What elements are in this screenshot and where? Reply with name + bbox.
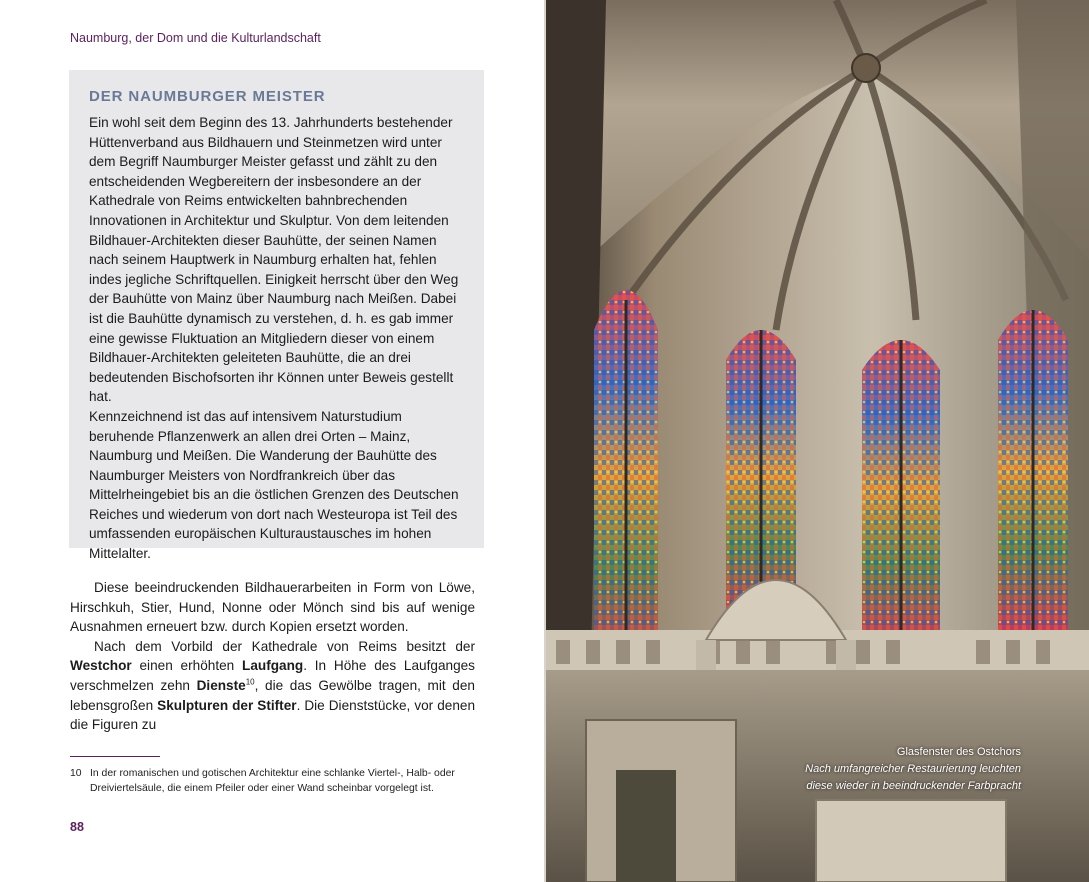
body-text <box>70 578 475 735</box>
text-run: . In Höhe des Laufganges verschmelzen zehn <box>70 658 475 693</box>
info-box-title: DER NAUMBURGER MEISTER <box>89 88 326 105</box>
text-run: einen erhöhten <box>131 658 243 674</box>
caption-text-line-1: Nach umfangreicher Restaurierung leuchten <box>805 763 1021 775</box>
page-number: 88 <box>70 820 84 834</box>
left-page <box>0 0 544 882</box>
footnote-text: In der romanischen und gotischen Architektur eine schlanke Viertel-, Halb- oder Dreiviertelsäule, die einem Pfeiler oder einer Wand scheinbar vorgelegt ist. <box>90 768 455 794</box>
info-box-paragraph: Ein wohl seit dem Beginn des 13. Jahrhunderts bestehender Hüttenverband aus Bildhauern und Steinmetzen wird unter dem Begriff Naumburger Meister gefasst und zählt zu den entscheidenden Wegbereitern der insbesondere an der Kathedrale von Reims entwickelten bahnbrechenden Innovationen in Architektur und Skulptur. Von dem leitenden Bildhauer-Architekten dieser Bauhütte, der seinen Namen nach seinem Hauptwerk in Naumburg erhalten hat, fehlen indes jegliche Schriftquellen. Einigkeit herrscht über den Weg der Bauhütte von Mainz über Naumburg nach Meißen. Dabei ist die Bauhütte dynamisch zu verstehen, d. h. es gab immer eine gewisse Fluktuation an Mitgliedern dieser von einem Bildhauer-Architekten geleiteten Bauhütte, die an drei bedeutenden Bischofsorten ihr Können unter Beweis gestellt hat. <box>89 115 459 405</box>
caption-title: Glasfenster des Ostchors <box>896 746 1021 758</box>
info-box-paragraph: Kennzeichnend ist das auf intensivem Naturstudium beruhende Pflanzenwerk an allen drei Orten – Mainz, Naumburg und Meißen. Die Wanderung der Bauhütte des Naumburger Meisters von Nordfrankreich über das Mittelrheingebiet bis an die östlichen Grenzen des Deutschen Reiches und wiederum von dort nach Westeuropa ist Teil des umfassenden europäischen Kulturaustausches im hohen Mittelalter. <box>89 408 459 562</box>
footnote-divider <box>70 756 160 757</box>
term-westchor: Westchor <box>70 658 132 674</box>
photo-caption <box>805 744 1021 795</box>
term-skulpturen: Skulpturen der Stifter <box>157 697 297 713</box>
cathedral-photo <box>546 0 1089 882</box>
body-paragraph: Diese beeindruckenden Bildhauerarbeiten in Form von Löwe, Hirschkuh, Stier, Hund, Nonne oder Mönch sind bis auf wenige Ausnahmen erneuert bzw. durch Kopien ersetzt worden. <box>70 580 475 635</box>
footnote <box>70 766 480 796</box>
caption-text-line-2: diese wieder in beeindruckender Farbpracht <box>806 780 1021 792</box>
term-laufgang: Laufgang <box>242 658 304 674</box>
term-dienste: Dienste <box>196 677 246 693</box>
body-paragraph <box>70 637 475 735</box>
running-header: Naumburg, der Dom und die Kulturlandschaft <box>70 31 321 45</box>
text-run: Nach dem Vorbild der Kathedrale von Reims besitzt der <box>94 638 475 654</box>
info-box-body <box>89 113 464 564</box>
footnote-number: 10 <box>70 768 82 779</box>
footnote-reference[interactable]: 10 <box>245 677 255 687</box>
text-run: , die das Gewölbe tragen, mit den lebensgroßen <box>70 677 475 713</box>
text-run: . Die Dienststücke, vor denen die Figuren zu <box>70 697 476 733</box>
info-box <box>69 70 484 562</box>
